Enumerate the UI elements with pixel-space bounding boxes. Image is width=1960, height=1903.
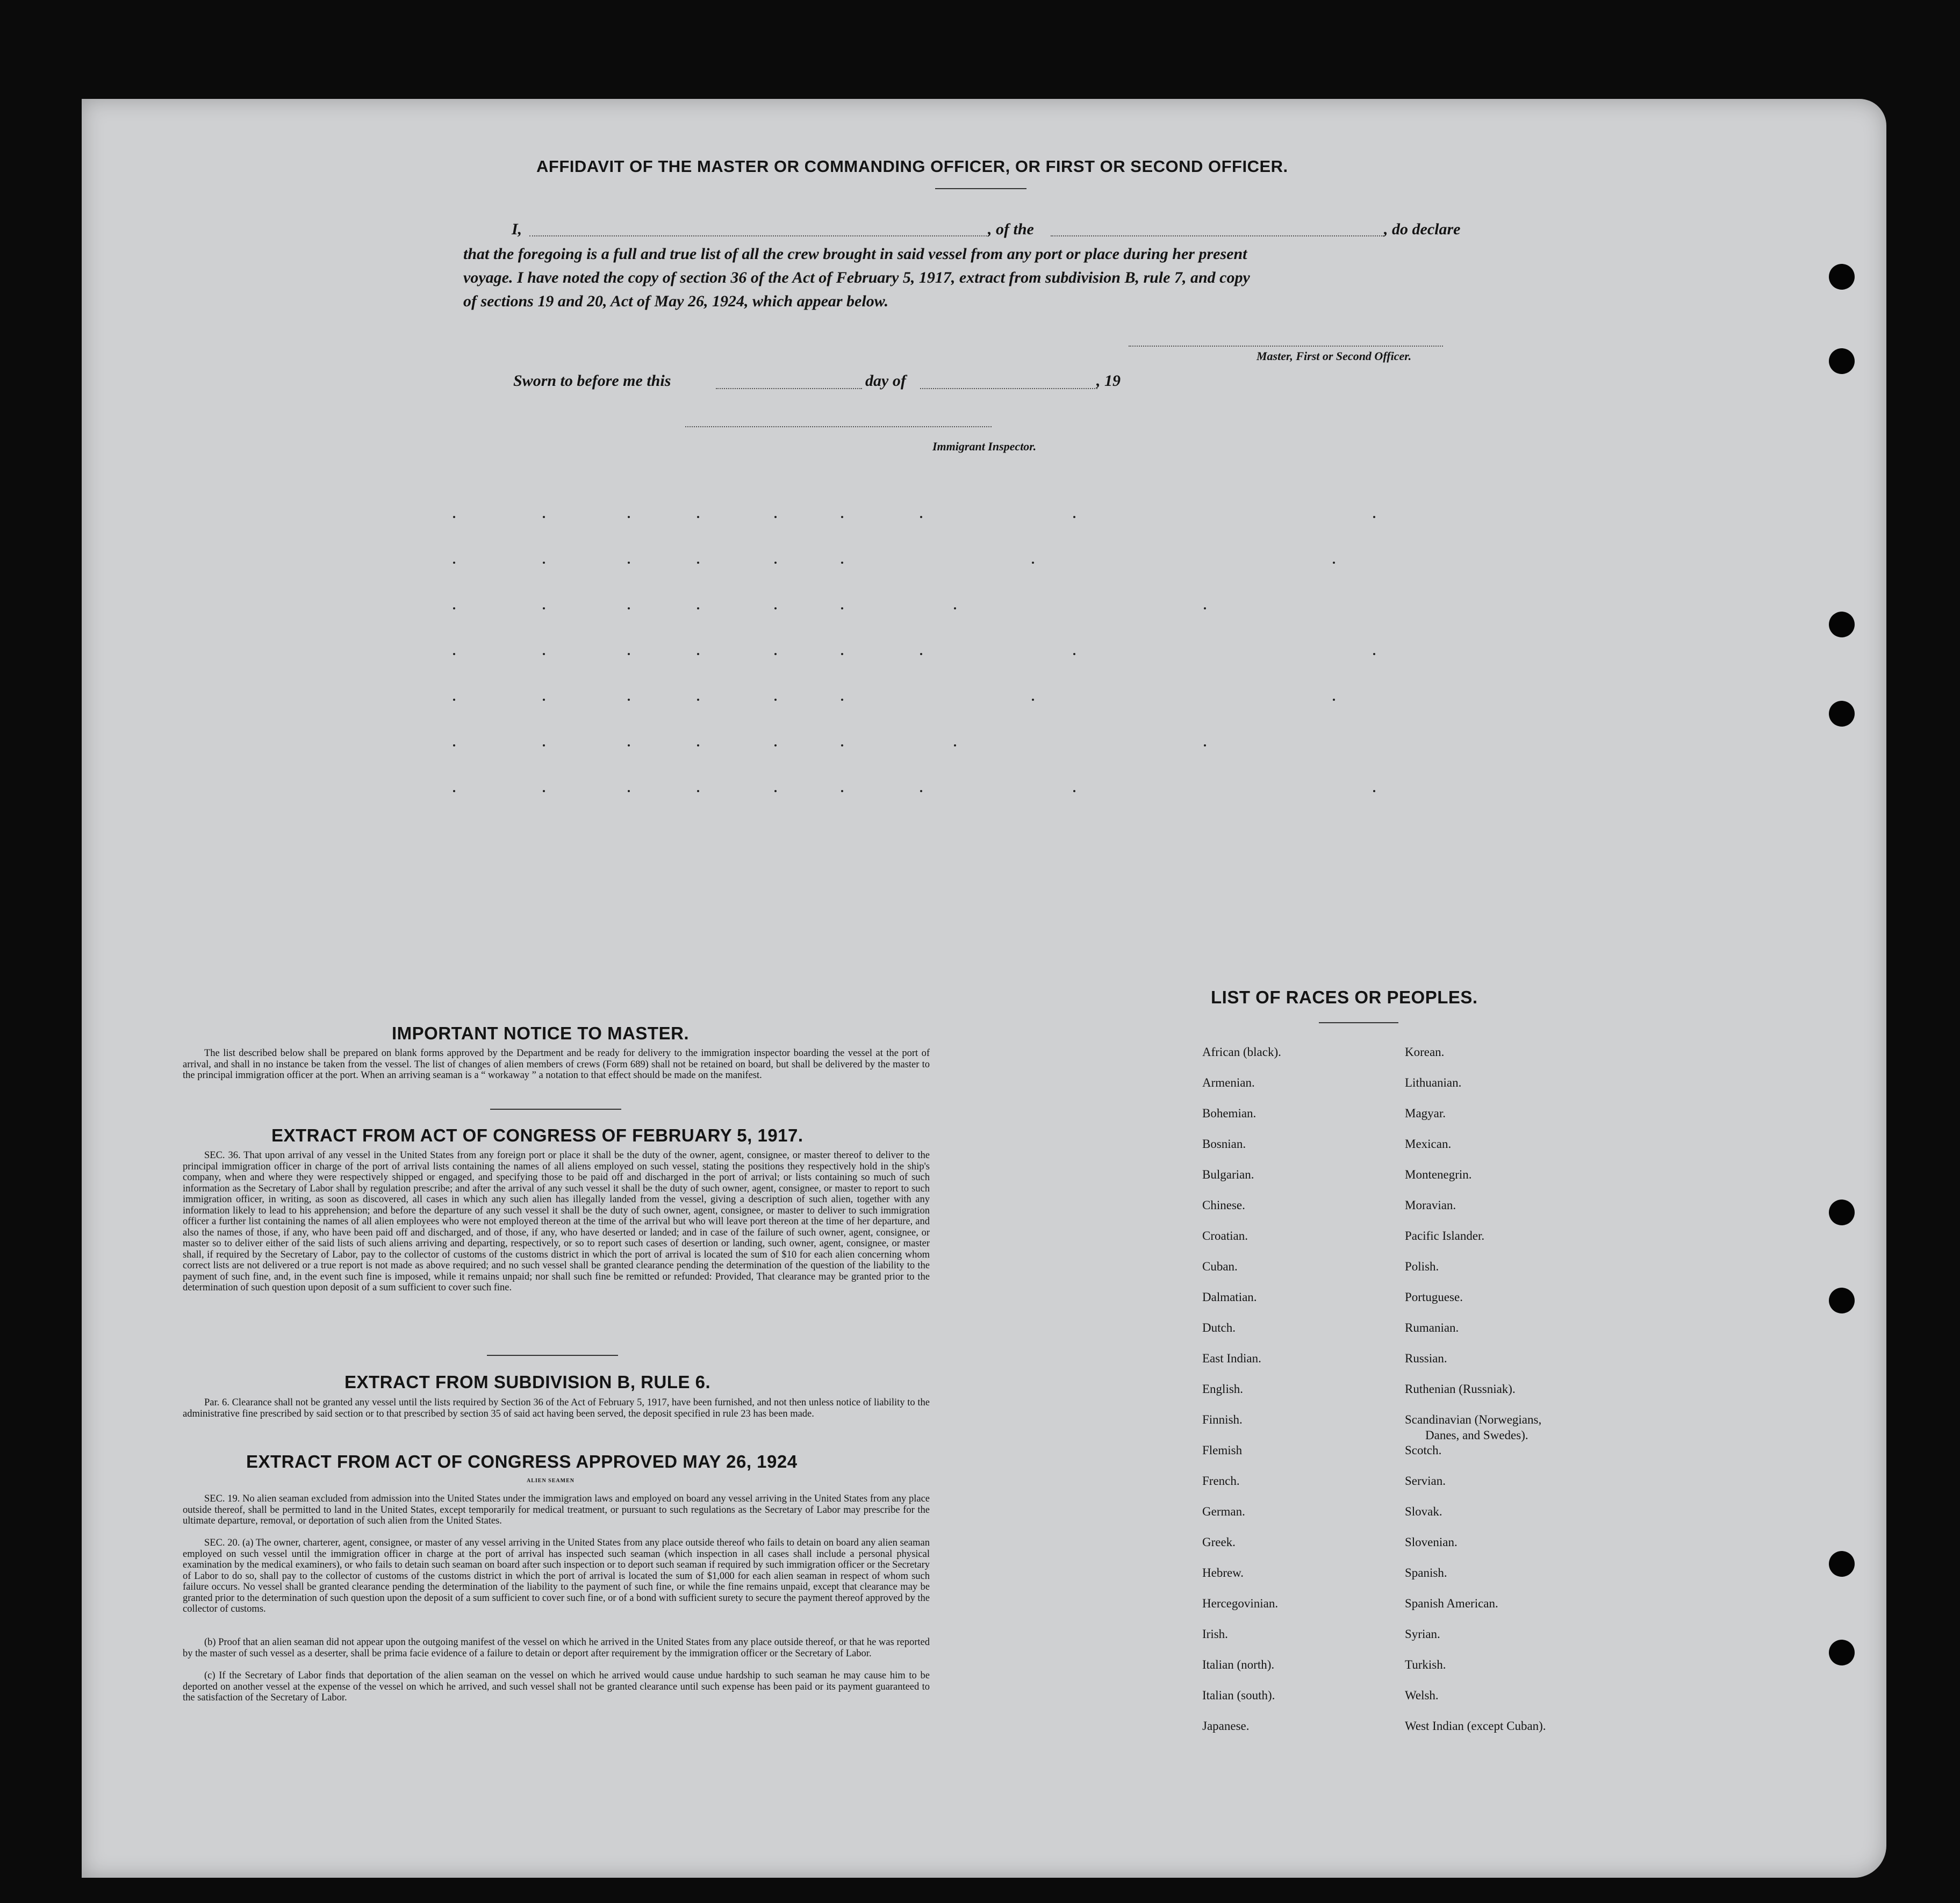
grid-dot bbox=[954, 744, 956, 746]
grid-dot bbox=[453, 562, 455, 564]
inspector-label: Immigrant Inspector. bbox=[932, 440, 1037, 453]
grid-dot bbox=[774, 744, 777, 746]
grid-dot bbox=[774, 607, 777, 609]
day-of-label: day of bbox=[865, 372, 906, 390]
grid-dot bbox=[774, 516, 777, 518]
grid-dot bbox=[1333, 699, 1335, 701]
grid-dot bbox=[543, 653, 545, 655]
grid-dot bbox=[1373, 653, 1375, 655]
race-entry: Bohemian. bbox=[1202, 1107, 1257, 1120]
grid-dot bbox=[774, 562, 777, 564]
grid-dot bbox=[841, 516, 843, 518]
grid-dot bbox=[453, 653, 455, 655]
race-entry: Scotch. bbox=[1405, 1444, 1442, 1457]
grid-dot bbox=[774, 790, 777, 792]
title-rule bbox=[935, 188, 1026, 189]
race-entry: German. bbox=[1202, 1505, 1245, 1518]
binder-hole bbox=[1829, 264, 1855, 290]
notice-title: IMPORTANT NOTICE TO MASTER. bbox=[392, 1023, 690, 1043]
inspector-signature-field[interactable] bbox=[685, 426, 992, 427]
grid-dot bbox=[543, 562, 545, 564]
race-entry: Korean. bbox=[1405, 1045, 1445, 1059]
grid-dot bbox=[1032, 562, 1034, 564]
race-entry: East Indian. bbox=[1202, 1352, 1261, 1365]
section-rule bbox=[490, 1109, 621, 1110]
grid-dot bbox=[920, 516, 922, 518]
race-entry: Chinese. bbox=[1202, 1198, 1245, 1212]
race-entry: Welsh. bbox=[1405, 1689, 1439, 1702]
grid-dot bbox=[697, 607, 699, 609]
affidavit-line-2: that the foregoing is a full and true list of all the crew brought in said vessel from any port or place during her present bbox=[463, 245, 1247, 263]
race-entry: Russian. bbox=[1405, 1352, 1447, 1365]
year-label: , 19 bbox=[1096, 372, 1121, 390]
master-signature-field[interactable] bbox=[1129, 346, 1443, 347]
race-entry: Finnish. bbox=[1202, 1413, 1243, 1426]
grid-dot bbox=[697, 699, 699, 701]
extract-1917-title: EXTRACT FROM ACT OF CONGRESS OF FEBRUARY 5, 1917. bbox=[271, 1125, 803, 1145]
grid-dot bbox=[841, 653, 843, 655]
grid-dot bbox=[543, 607, 545, 609]
race-entry: Mexican. bbox=[1405, 1137, 1452, 1151]
grid-dot bbox=[453, 790, 455, 792]
race-entry: Slovenian. bbox=[1405, 1535, 1458, 1549]
grid-dot bbox=[628, 562, 630, 564]
section-rule bbox=[487, 1355, 618, 1356]
binder-hole bbox=[1829, 1551, 1855, 1577]
grid-dot bbox=[628, 699, 630, 701]
race-entry: Lithuanian. bbox=[1405, 1076, 1462, 1089]
race-entry: Spanish American. bbox=[1405, 1597, 1498, 1610]
binder-hole bbox=[1829, 1288, 1855, 1313]
grid-dot bbox=[920, 653, 922, 655]
binder-hole bbox=[1829, 1200, 1855, 1225]
race-entry: Scandinavian (Norwegians, bbox=[1405, 1413, 1542, 1426]
grid-dot bbox=[543, 516, 545, 518]
grid-dot bbox=[841, 607, 843, 609]
race-entry: Bulgarian. bbox=[1202, 1168, 1254, 1181]
grid-dot bbox=[628, 653, 630, 655]
race-entry: Magyar. bbox=[1405, 1107, 1446, 1120]
extract-1924-sec20b: (b) Proof that an alien seaman did not appear upon the outgoing manifest of the vessel on which he arrived in the United States from any place outside thereof, or that he was reported by the master of such vessel as a deserter, shall be prima facie evidence of a failure to detain or deport after requirement by the immigration officer or the Secretary of Labor. bbox=[183, 1637, 930, 1659]
binder-hole bbox=[1829, 348, 1855, 374]
sworn-label: Sworn to before me this bbox=[513, 372, 671, 390]
affidavit-of-the-label: , of the bbox=[988, 220, 1034, 238]
race-entry: Slovak. bbox=[1405, 1505, 1442, 1518]
affidavit-title: AFFIDAVIT OF THE MASTER OR COMMANDING OFFICER, OR FIRST OR SECOND OFFICER. bbox=[536, 157, 1288, 176]
grid-dot bbox=[841, 699, 843, 701]
race-entry: Polish. bbox=[1405, 1260, 1439, 1273]
grid-dot bbox=[453, 744, 455, 746]
vessel-name-field[interactable] bbox=[1051, 235, 1384, 236]
binder-hole bbox=[1829, 612, 1855, 637]
sworn-day-field[interactable] bbox=[716, 388, 862, 389]
grid-dot bbox=[697, 516, 699, 518]
extract-1924-subtitle: ALIEN SEAMEN bbox=[527, 1478, 575, 1484]
grid-dot bbox=[697, 562, 699, 564]
grid-dot bbox=[1373, 790, 1375, 792]
grid-dot bbox=[1333, 562, 1335, 564]
race-entry: Spanish. bbox=[1405, 1566, 1447, 1579]
race-entry: Montenegrin. bbox=[1405, 1168, 1472, 1181]
grid-dot bbox=[1204, 607, 1206, 609]
grid-dot bbox=[1204, 744, 1206, 746]
race-entry: Portuguese. bbox=[1405, 1290, 1463, 1304]
race-entry: Japanese. bbox=[1202, 1719, 1250, 1733]
races-rule bbox=[1319, 1022, 1398, 1023]
race-entry: Italian (north). bbox=[1202, 1658, 1275, 1671]
grid-dot bbox=[543, 699, 545, 701]
grid-dot bbox=[1073, 790, 1075, 792]
race-entry: Rumanian. bbox=[1405, 1321, 1459, 1334]
grid-dot bbox=[774, 653, 777, 655]
grid-dot bbox=[954, 607, 956, 609]
race-entry: Cuban. bbox=[1202, 1260, 1238, 1273]
race-entry: Armenian. bbox=[1202, 1076, 1255, 1089]
extract-1917-body: SEC. 36. That upon arrival of any vessel in the United States from any foreign port or place it shall be the duty of the owner, agent, consignee, or master thereof to deliver to the principal immigration officer in charge of the port of arrival lists containing the names of all aliens employed on such vessel, stating the positions they respectively hold in the ship's company, when and where they were respectively shipped or engaged, and specifying those to be paid off and discharged in the port of arrival; or lists containing so much of such information as the Secretary of Labor shall by regulation prescribe; and after the arrival of any such vessel it shall be the duty of such owner, agent, consignee, or master to report to such immigration officer, in writing, as soon as discovered, all cases in which any such alien has illegally landed from the vessel, giving a description of such alien, together with any information likely to lead to his apprehension; and before the departure of any such vessel it shall be the duty of such owner, agent, consignee, or master to deliver to such immigration officer a further list containing the names of all alien employees who were not employed thereon at the time of the arrival but who will leave port thereon at the time of her departure, and also the names of those, if any, who have been paid off and discharged, and of those, if any, who have deserted or landed; and in case of the failure of such owner, agent, consignee, or master so to deliver either of the said lists of such aliens arriving and departing, respectively, or so to report such cases of desertion or landing, such owner, agent, consignee, or master shall, if required by the Secretary of Labor, pay to the collector of customs of the customs district in which the port of arrival is located the sum of $10 for each alien concerning whom correct lists are not delivered or a true report is not made as above required; and no such vessel shall be granted clearance pending the determination of the question of the liability to the payment of such fine, and, in the event such fine is imposed, while it remains unpaid; nor shall such fine be remitted or refunded: Provided, That clearance may be granted prior to the determination of such question upon deposit of a sum sufficient to cover such fine. bbox=[183, 1150, 930, 1293]
binder-hole bbox=[1829, 1640, 1855, 1665]
extract-1924-title: EXTRACT FROM ACT OF CONGRESS APPROVED MAY 26, 1924 bbox=[246, 1452, 798, 1471]
grid-dot bbox=[1373, 516, 1375, 518]
affidavit-line-3: voyage. I have noted the copy of section 36 of the Act of February 5, 1917, extract from subdivision B, rule 7, and copy bbox=[463, 269, 1250, 286]
race-entry: West Indian (except Cuban). bbox=[1405, 1719, 1546, 1733]
grid-dot bbox=[697, 790, 699, 792]
grid-dot bbox=[453, 516, 455, 518]
extract-rule6-title: EXTRACT FROM SUBDIVISION B, RULE 6. bbox=[344, 1372, 711, 1392]
extract-1924-sec19: SEC. 19. No alien seaman excluded from admission into the United States under the immigration laws and employed on board any vessel arriving in the United States from any place outside thereof, shall be permitted to land in the United States, except temporarily for medical treatment, or pursuant to such regulations as the Secretary of Labor may prescribe for the ultimate departure, removal, or deportation of such alien from the United States. bbox=[183, 1493, 930, 1526]
grid-dot bbox=[543, 744, 545, 746]
race-entry: English. bbox=[1202, 1382, 1244, 1396]
extract-1924-sec20c: (c) If the Secretary of Labor finds that deportation of the alien seaman on the vessel on which he arrived would cause undue hardship to such seaman he may cause him to be deported on another vessel at the expense of the vessel on which he arrived, and such vessel shall not be granted clearance until such expense has been paid or its payment guaranteed to the satisfaction of the Secretary of Labor. bbox=[183, 1670, 930, 1703]
race-entry: Servian. bbox=[1405, 1474, 1446, 1488]
extract-rule6-body: Par. 6. Clearance shall not be granted any vessel until the lists required by Section 36 of the Act of February 5, 1917, have been furnished, and not then unless notice of liability to the administrative fine prescribed by said section or to that prescribed by section 35 of said act having been served, the deposit specified in rule 23 has been made. bbox=[183, 1397, 930, 1419]
notice-body: The list described below shall be prepared on blank forms approved by the Department and be ready for delivery to the immigration inspector boarding the vessel at the port of arrival, and shall in no instance be taken from the vessel. The list of changes of alien members of crews (Form 689) shall not be retained on board, but shall be delivered by the master to the principal immigration officer at the port. When an arriving seaman is a “ workaway ” a notation to that effect should be made on the manifest. bbox=[183, 1048, 930, 1081]
race-entry: Syrian. bbox=[1405, 1627, 1440, 1641]
race-entry: Ruthenian (Russniak). bbox=[1405, 1382, 1516, 1396]
race-entry: Irish. bbox=[1202, 1627, 1228, 1641]
race-entry: Dutch. bbox=[1202, 1321, 1236, 1334]
grid-dot bbox=[543, 790, 545, 792]
grid-dot bbox=[841, 744, 843, 746]
grid-dot bbox=[1073, 516, 1075, 518]
race-entry: Bosnian. bbox=[1202, 1137, 1246, 1151]
affidavit-i-label: I, bbox=[512, 220, 522, 238]
race-entry: Dalmatian. bbox=[1202, 1290, 1257, 1304]
race-entry: Hercegovinian. bbox=[1202, 1597, 1279, 1610]
race-entry: Greek. bbox=[1202, 1535, 1236, 1549]
grid-dot bbox=[453, 699, 455, 701]
race-entry: French. bbox=[1202, 1474, 1240, 1488]
grid-dot bbox=[697, 653, 699, 655]
grid-dot bbox=[920, 790, 922, 792]
races-title: LIST OF RACES OR PEOPLES. bbox=[1211, 987, 1478, 1007]
grid-dot bbox=[628, 790, 630, 792]
grid-dot bbox=[1073, 653, 1075, 655]
affidavit-line-4: of sections 19 and 20, Act of May 26, 1924, which appear below. bbox=[463, 292, 889, 310]
race-entry: Croatian. bbox=[1202, 1229, 1248, 1243]
grid-dot bbox=[697, 744, 699, 746]
race-entry: Hebrew. bbox=[1202, 1566, 1244, 1579]
master-name-field[interactable] bbox=[529, 235, 989, 236]
grid-dot bbox=[841, 562, 843, 564]
race-entry: Danes, and Swedes). bbox=[1425, 1428, 1528, 1442]
grid-dot bbox=[628, 744, 630, 746]
grid-dot bbox=[1032, 699, 1034, 701]
race-entry: Turkish. bbox=[1405, 1658, 1446, 1671]
sworn-month-field[interactable] bbox=[920, 388, 1097, 389]
race-entry: Pacific Islander. bbox=[1405, 1229, 1485, 1243]
race-entry: Moravian. bbox=[1405, 1198, 1456, 1212]
race-entry: African (black). bbox=[1202, 1045, 1281, 1059]
grid-dot bbox=[453, 607, 455, 609]
race-entry: Italian (south). bbox=[1202, 1689, 1275, 1702]
grid-dot bbox=[628, 516, 630, 518]
grid-dot bbox=[841, 790, 843, 792]
extract-1924-sec20a: SEC. 20. (a) The owner, charterer, agent, consignee, or master of any vessel arriving in the United States from any place outside thereof who fails to detain on board any alien seaman employed on such vessel until the immigration officer in charge at the port of arrival has inspected such seaman (which inspection in all cases shall include a personal physical examination by the medical examiners), or who fails to detain such seaman on board after such inspection or to deport such seaman if required by such immigration officer or the Secretary of Labor to do so, shall pay to the collector of customs of the customs district in which the port of arrival is located the sum of $1,000 for each alien seaman in respect of whom such failure occurs. No vessel shall be granted clearance pending the determination of the liability to the payment of such fine, or while the fine remains unpaid, except that clearance may be granted prior to the determination of such question upon the deposit of a sum sufficient to cover such fine, or of a bond with sufficient surety to secure the payment thereof approved by the collector of customs. bbox=[183, 1538, 930, 1614]
grid-dot bbox=[774, 699, 777, 701]
grid-dot bbox=[628, 607, 630, 609]
binder-hole bbox=[1829, 701, 1855, 727]
master-signature-label: Master, First or Second Officer. bbox=[1257, 349, 1412, 363]
race-entry: Flemish bbox=[1202, 1444, 1243, 1457]
affidavit-declare-label: , do declare bbox=[1384, 220, 1461, 238]
